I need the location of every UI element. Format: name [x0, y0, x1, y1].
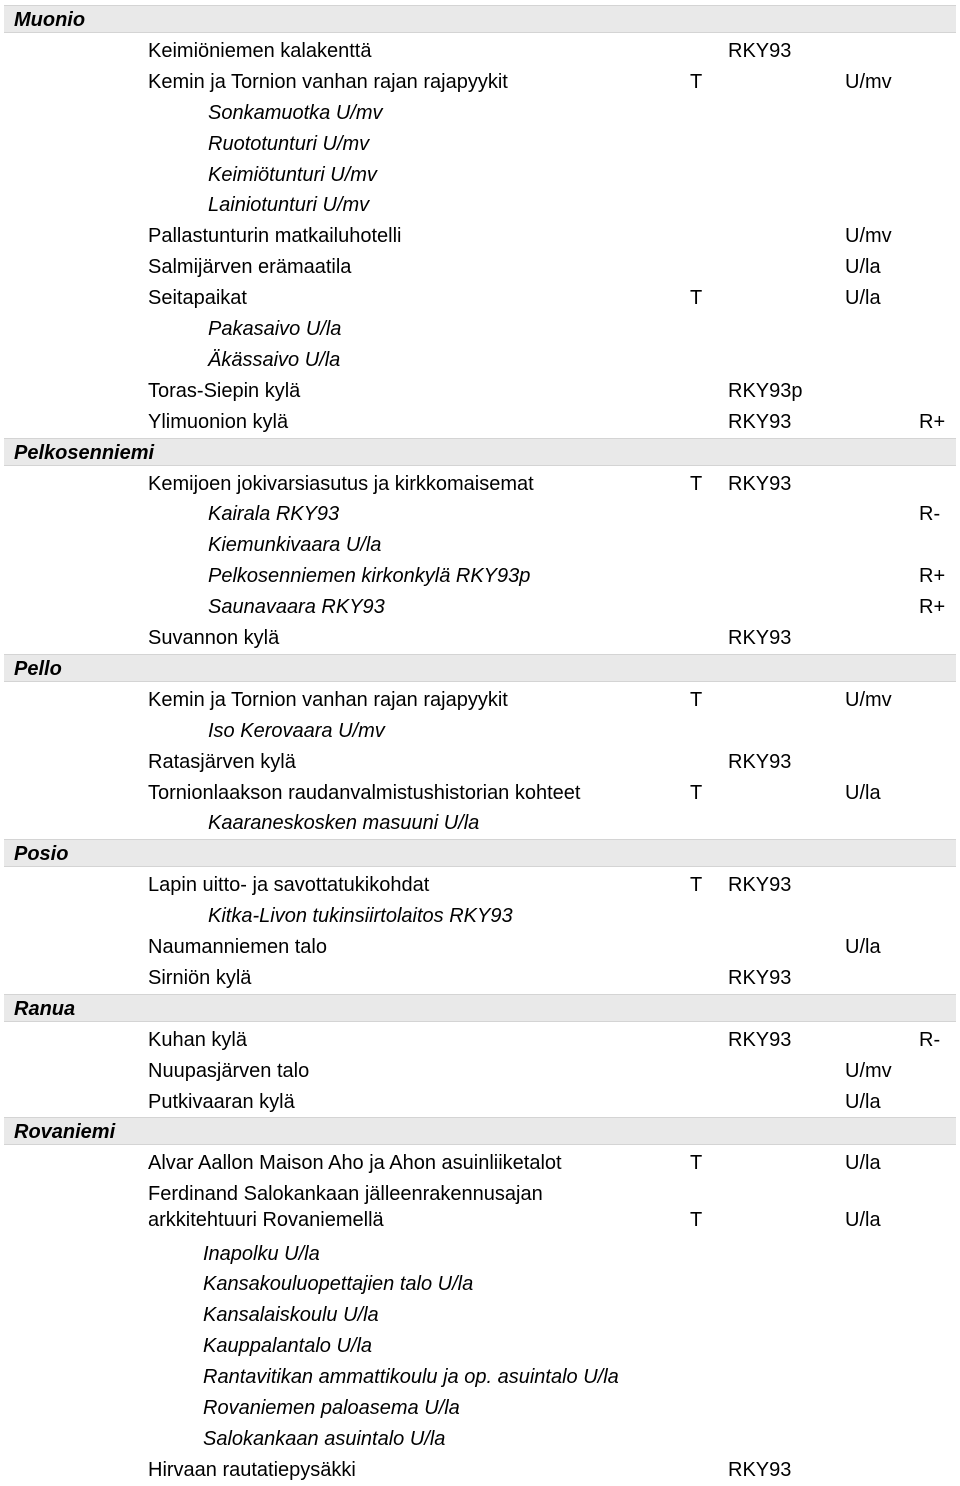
municipality-header: [4, 5, 956, 33]
sub-site-name: Äkässaivo U/la: [208, 348, 341, 371]
sub-site-name: Kitka-Livon tukinsiirtolaitos RKY93: [208, 905, 513, 928]
site-row: [0, 376, 960, 406]
protection-code: T: [690, 1209, 703, 1232]
u-category: U/la: [845, 287, 881, 310]
sub-site-name: Ruototunturi U/mv: [208, 132, 370, 155]
sub-site-row: [0, 1331, 960, 1361]
site-row: [0, 1087, 960, 1117]
sub-site-row: [0, 808, 960, 838]
sub-site-row: [0, 592, 960, 622]
sub-site-row: [0, 190, 960, 220]
sub-site-name: Kansakouluopettajien talo U/la: [203, 1273, 474, 1296]
site-name-line: arkkitehtuuri Rovaniemellä: [148, 1209, 384, 1232]
municipality-name: Muonio: [14, 9, 86, 31]
sub-site-name: Keimiötunturi U/mv: [208, 163, 377, 186]
rky-status: RKY93: [728, 1028, 792, 1051]
sub-site-row: [0, 314, 960, 344]
site-name: Kemijoen jokivarsiasutus ja kirkkomaisemat: [148, 472, 534, 495]
r-rating: R-: [919, 1028, 941, 1051]
r-rating: R+: [919, 565, 946, 588]
site-row: [0, 407, 960, 437]
rky-status: RKY93: [728, 750, 792, 773]
rky-status: RKY93: [728, 1458, 792, 1481]
site-row: [0, 283, 960, 313]
site-name: Naumanniemen talo: [148, 936, 327, 958]
sub-site-name: Salokankaan asuintalo U/la: [203, 1427, 446, 1450]
sub-site-name: Kauppalantalo U/la: [203, 1335, 373, 1358]
municipality-header: [4, 654, 956, 682]
protection-code: T: [690, 287, 703, 310]
rky-status: RKY93: [728, 966, 792, 989]
site-name: Suvannon kylä: [148, 627, 280, 649]
site-row: [0, 1179, 960, 1232]
u-category: U/la: [845, 256, 881, 279]
sub-site-name: Kairala RKY93: [208, 503, 340, 526]
site-row: [0, 747, 960, 777]
municipality-name: Posio: [14, 843, 69, 866]
site-name-line: Ferdinand Salokankaan jälleenrakennusajan: [148, 1183, 543, 1206]
sub-site-name: Kaaraneskosken masuuni U/la: [208, 812, 480, 835]
sub-site-row: [0, 901, 960, 931]
protection-code: T: [690, 781, 703, 804]
site-row: [0, 252, 960, 282]
municipality-header: [4, 438, 956, 466]
sub-site-name: Rovaniemen paloasema U/la: [203, 1397, 460, 1420]
sub-site-row: [0, 1362, 960, 1392]
site-row: [0, 685, 960, 715]
sub-site-row: [0, 499, 960, 529]
site-name: Lapin uitto- ja savottatukikohdat: [148, 874, 430, 897]
site-row: [0, 623, 960, 653]
sub-site-row: [0, 561, 960, 591]
protection-code: T: [690, 874, 703, 897]
site-name: Toras-Siepin kylä: [148, 379, 301, 402]
u-category: U/la: [845, 781, 881, 804]
r-rating: R-: [919, 503, 941, 526]
sub-site-name: Lainiotunturi U/mv: [208, 194, 370, 217]
site-name: Putkivaaran kylä: [148, 1090, 295, 1113]
site-row: [0, 778, 960, 808]
sub-site-name: Inapolku U/la: [203, 1242, 320, 1265]
site-name: Keimiöniemen kalakenttä: [148, 39, 372, 62]
u-category: U/la: [845, 1209, 881, 1232]
site-row: [0, 932, 960, 962]
sub-site-row: [0, 1393, 960, 1423]
u-category: U/mv: [845, 1059, 892, 1082]
sub-site-name: Kiemunkivaara U/la: [208, 534, 382, 557]
u-category: U/la: [845, 936, 881, 958]
municipality-header: [4, 1117, 956, 1145]
site-row: [0, 870, 960, 900]
rky-status: RKY93: [728, 39, 792, 62]
municipality-header: [4, 994, 956, 1022]
site-name: [148, 1183, 543, 1231]
protection-code: T: [690, 1152, 703, 1175]
site-name: Hirvaan rautatiepysäkki: [148, 1458, 356, 1481]
protection-code: T: [690, 688, 703, 711]
site-row: [0, 221, 960, 251]
municipality-name: Pello: [14, 657, 62, 680]
site-row: [0, 469, 960, 499]
sub-site-name: Saunavaara RKY93: [208, 596, 385, 619]
rky-status: RKY93p: [728, 379, 803, 402]
site-name: Alvar Aallon Maison Aho ja Ahon asuinliiketalot: [148, 1152, 562, 1175]
sub-site-name: Sonkamuotka U/mv: [208, 101, 383, 124]
site-row: [0, 67, 960, 97]
site-name: Seitapaikat: [148, 287, 247, 310]
site-row: [0, 36, 960, 66]
municipality-name: Pelkosenniemi: [14, 441, 155, 464]
u-category: U/mv: [845, 70, 892, 93]
site-name: Salmijärven erämaatila: [148, 256, 352, 279]
site-row: [0, 1056, 960, 1086]
rky-status: RKY93: [728, 472, 792, 495]
site-name: Ylimuonion kylä: [148, 410, 289, 433]
sub-site-row: [0, 716, 960, 746]
site-row: [0, 1455, 960, 1485]
municipality-name: Rovaniemi: [14, 1121, 116, 1144]
rky-status: RKY93: [728, 627, 792, 649]
site-name: Kuhan kylä: [148, 1028, 247, 1051]
site-row: [0, 963, 960, 993]
sub-site-row: [0, 129, 960, 159]
sub-site-row: [0, 345, 960, 375]
site-row: [0, 1025, 960, 1055]
site-name: Pallastunturin matkailuhotelli: [148, 225, 402, 248]
sub-site-name: Iso Kerovaara U/mv: [208, 719, 385, 742]
municipality-name: Ranua: [14, 997, 76, 1020]
r-rating: R+: [919, 596, 946, 619]
site-name: Tornionlaakson raudanvalmistushistorian kohteet: [148, 781, 581, 804]
sub-site-name: Rantavitikan ammattikoulu ja op. asuintalo U/la: [203, 1366, 619, 1389]
rky-status: RKY93: [728, 410, 792, 433]
sub-site-name: Pakasaivo U/la: [208, 318, 342, 340]
municipality-header: [4, 839, 956, 867]
site-name: Ratasjärven kylä: [148, 750, 296, 773]
sub-site-row: [0, 98, 960, 128]
sub-site-name: Pelkosenniemen kirkonkylä RKY93p: [208, 565, 531, 588]
u-category: U/mv: [845, 688, 892, 711]
site-name: Nuupasjärven talo: [148, 1059, 310, 1082]
u-category: U/la: [845, 1090, 881, 1113]
sub-site-row: [0, 160, 960, 190]
protection-code: T: [690, 70, 703, 93]
r-rating: R+: [919, 410, 946, 433]
site-row: [0, 1148, 960, 1178]
u-category: U/la: [845, 1152, 881, 1175]
sub-site-row: [0, 1424, 960, 1454]
sub-site-row: [0, 1239, 960, 1269]
sub-site-row: [0, 1269, 960, 1299]
rky-status: RKY93: [728, 874, 792, 897]
protection-code: T: [690, 472, 703, 495]
site-name: Kemin ja Tornion vanhan rajan rajapyykit: [148, 70, 508, 93]
site-name: Kemin ja Tornion vanhan rajan rajapyykit: [148, 688, 508, 711]
sub-site-row: [0, 530, 960, 560]
sub-site-row: [0, 1300, 960, 1330]
sub-site-name: Kansalaiskoulu U/la: [203, 1304, 379, 1327]
u-category: U/mv: [845, 225, 892, 248]
site-name: Sirniön kylä: [148, 966, 252, 989]
